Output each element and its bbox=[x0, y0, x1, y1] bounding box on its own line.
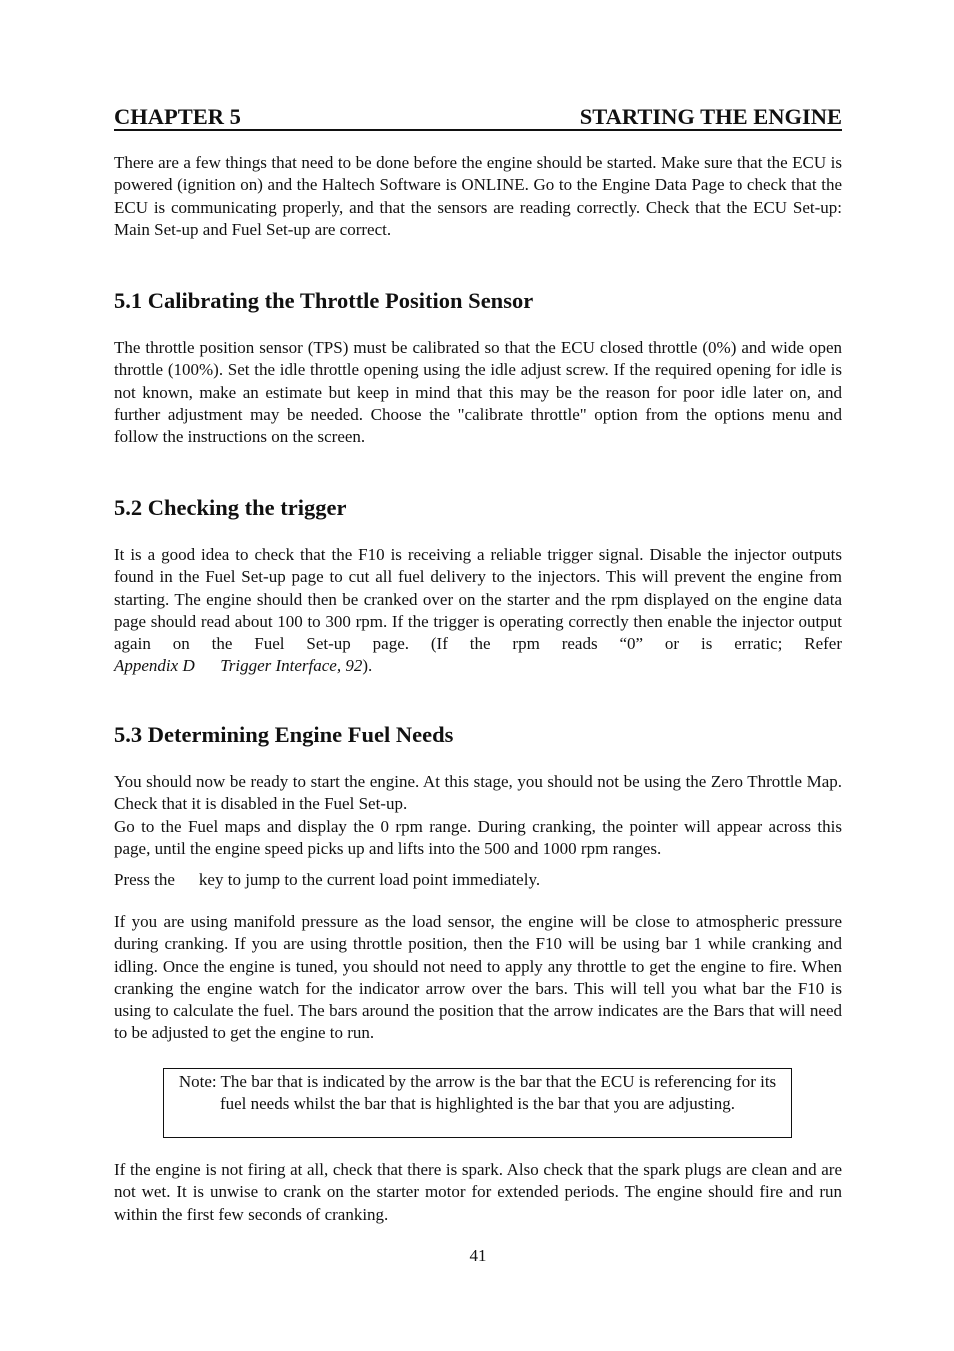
section-5-3-paragraph-2 bbox=[114, 869, 842, 891]
intro-paragraph: There are a few things that need to be done before the engine should be started. Make sure that the ECU is powered (ignition on) and the Haltech Software is ONLINE. Go to the Engine Data Page to check that the ECU is communicating properly, and that the sensors are reading correctly. Check that the ECU Set-up: Main Set-up and Fuel Set-up are correct. bbox=[114, 153, 842, 239]
section-5-2-text-end: ). bbox=[362, 656, 373, 676]
section-5-3-paragraph-3: If you are using manifold pressure as the load sensor, the engine will be close to atmospheric pressure during cranking. If you are using throttle position, then the F10 will be using bar 1 while cranking and idling. Once the engine is tuned, you should not need to apply any throttle to get the engine to fire. When cranking the engine watch for the indicator arrow over the bars. This will tell you what bar the F10 is using to calculate the fuel. The bars around the position that the arrow indicates are the Bars that will need to be adjusted to get the engine to run. bbox=[114, 912, 842, 1043]
section-5-3-paragraph-1a: You should now be ready to start the engine. At this stage, you should not be using the Zero Throttle Map. Check that it is disabled in the Fuel Set-up. bbox=[114, 772, 842, 814]
section-5-2-heading: 5.2 Checking the trigger bbox=[114, 495, 347, 520]
key-jump-text: key to jump to the current load point immediately. bbox=[198, 870, 541, 889]
appendix-reference: Appendix D Trigger Interface, 92 bbox=[114, 656, 363, 676]
section-5-2-body bbox=[114, 544, 842, 678]
section-5-1-heading: 5.1 Calibrating the Throttle Position Sensor bbox=[114, 288, 534, 313]
section-5-1-body: The throttle position sensor (TPS) must be calibrated so that the ECU closed throttle (0%) and wide open throttle (100%). Set the idle throttle opening using the idle adjust screw. If the required opening for idle is not known, make an estimate but keep in mind that this may be the reason for poor idle later on, and further adjustment may be needed. Choose the "calibrate throttle" option from the options menu and follow the instructions on the screen. bbox=[114, 338, 842, 447]
press-the-text: Press the bbox=[114, 870, 175, 889]
chapter-header bbox=[114, 104, 842, 131]
chapter-number: CHAPTER 5 bbox=[114, 104, 241, 129]
section-5-3-paragraph-1b: Go to the Fuel maps and display the 0 rpm range. During cranking, the pointer will appear across this page, until the engine speed picks up and lifts into the 500 and 1000 rpm ranges. bbox=[114, 817, 842, 859]
section-5-2-text: It is a good idea to check that the F10 is receiving a reliable trigger signal. Disable the injector outputs found in the Fuel Set-up page to cut all fuel delivery to the injectors. This will prevent the engine from starting. The engine should then be cranked over on the starter and the rpm displayed on the engine data page should read about 100 to 300 rpm. If the trigger is operating correctly then enable the injector output again on the Fuel Set-up page. (If the rpm reads “0” or is erratic; Refer bbox=[114, 545, 842, 654]
section-5-3-heading: 5.3 Determining Engine Fuel Needs bbox=[114, 722, 454, 747]
page-number: 41 bbox=[469, 1246, 487, 1265]
section-5-3-paragraph-4: If the engine is not firing at all, check that there is spark. Also check that the spark plugs are clean and are not wet. It is unwise to crank on the starter motor for extended periods. The engine should fire and run within the first few seconds of cranking. bbox=[114, 1160, 842, 1224]
chapter-title: STARTING THE ENGINE bbox=[579, 104, 842, 129]
note-box: Note: The bar that is indicated by the arrow is the bar that the ECU is referencing for its fuel needs whilst the bar that is highlighted is the bar that you are adjusting. bbox=[163, 1068, 792, 1138]
